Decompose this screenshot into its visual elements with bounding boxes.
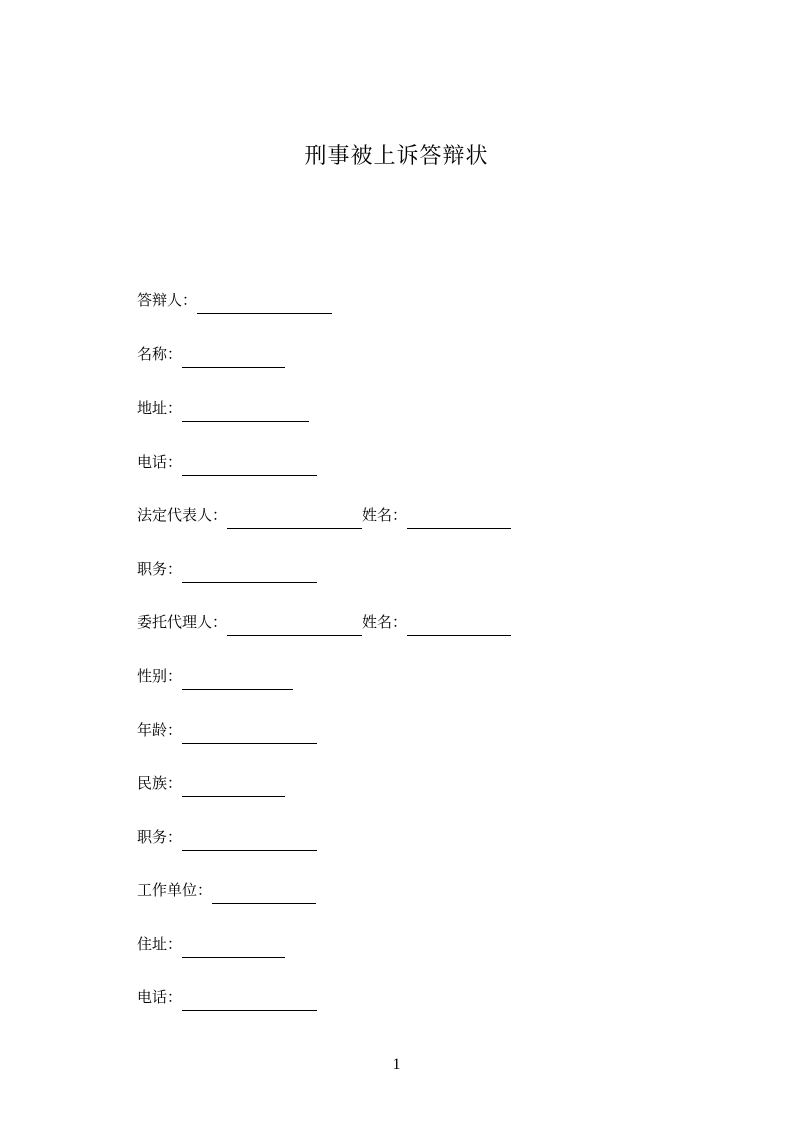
- residence-row: [137, 930, 285, 958]
- agent-blank[interactable]: [227, 614, 362, 636]
- phone-label: 电话：: [137, 453, 183, 471]
- phone-blank[interactable]: [182, 454, 317, 476]
- name-blank[interactable]: [182, 346, 285, 368]
- legal-rep-position-blank[interactable]: [182, 561, 317, 583]
- legal-rep-position-label: 职务：: [137, 560, 183, 578]
- legal-rep-name-label: 姓名：: [362, 506, 408, 524]
- workplace-label: 工作单位：: [137, 881, 213, 899]
- gender-label: 性别：: [137, 667, 183, 685]
- residence-label: 住址：: [137, 935, 183, 953]
- respondent-label: 答辩人：: [137, 291, 198, 309]
- phone-row: [137, 448, 317, 476]
- name-row: [137, 340, 285, 368]
- agent-row: [137, 608, 511, 636]
- agent-phone-blank[interactable]: [182, 989, 317, 1011]
- gender-blank[interactable]: [182, 668, 293, 690]
- agent-phone-label: 电话：: [137, 988, 183, 1006]
- agent-position-label: 职务：: [137, 828, 183, 846]
- legal-rep-blank[interactable]: [227, 507, 362, 529]
- respondent-blank[interactable]: [197, 292, 332, 314]
- ethnicity-label: 民族：: [137, 774, 183, 792]
- residence-blank[interactable]: [182, 936, 285, 958]
- legal-rep-row: [137, 501, 511, 529]
- respondent-row: [137, 286, 332, 314]
- agent-label: 委托代理人：: [137, 613, 228, 631]
- agent-name-label: 姓名：: [362, 613, 408, 631]
- page-number: 1: [392, 1056, 401, 1073]
- ethnicity-blank[interactable]: [182, 775, 285, 797]
- workplace-row: [137, 876, 316, 904]
- gender-row: [137, 662, 293, 690]
- address-blank[interactable]: [182, 400, 309, 422]
- address-row: [137, 394, 309, 422]
- age-row: [137, 716, 317, 744]
- legal-rep-label: 法定代表人：: [137, 506, 228, 524]
- legal-rep-name-blank[interactable]: [407, 507, 511, 529]
- age-blank[interactable]: [182, 722, 317, 744]
- document-title: 刑事被上诉答辩状: [304, 144, 489, 169]
- age-label: 年龄：: [137, 721, 183, 739]
- ethnicity-row: [137, 769, 285, 797]
- agent-position-row: [137, 823, 317, 851]
- agent-phone-row: [137, 983, 317, 1011]
- name-label: 名称：: [137, 345, 183, 363]
- legal-rep-position-row: [137, 555, 317, 583]
- agent-position-blank[interactable]: [182, 829, 317, 851]
- workplace-blank[interactable]: [212, 882, 316, 904]
- address-label: 地址：: [137, 399, 183, 417]
- agent-name-blank[interactable]: [407, 614, 511, 636]
